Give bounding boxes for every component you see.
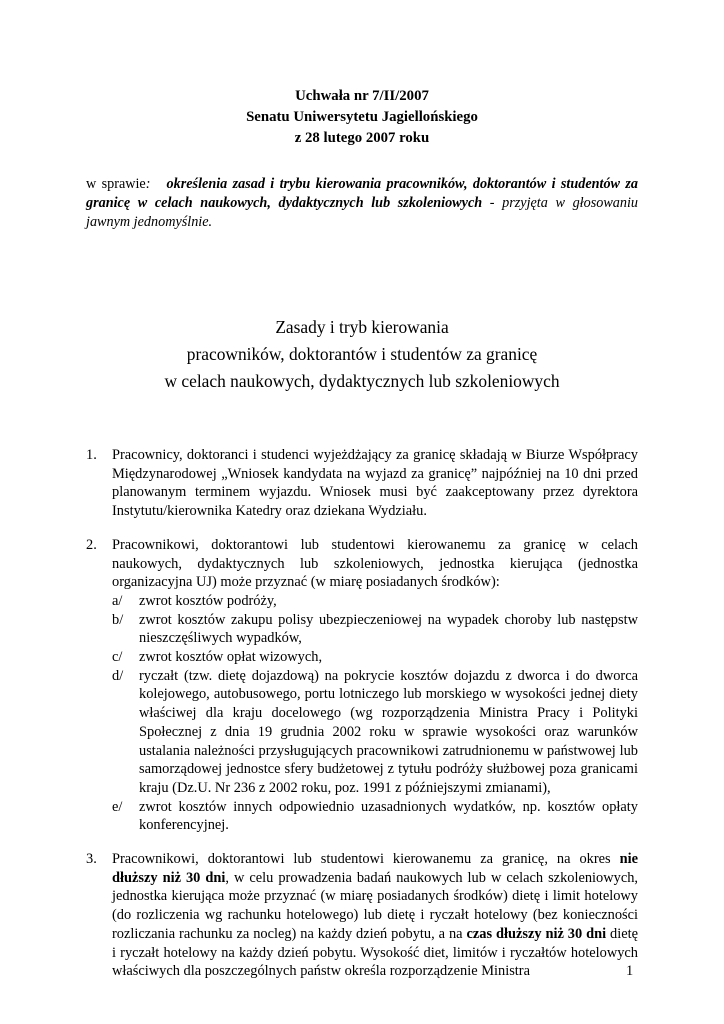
sub-item xyxy=(112,648,638,667)
item-text-part: , w celu prowadzenia badań naukowych lub w celach szkoleniowych, jednostka kierująca może przyznać (w miarę posiadanych środków) dietę i limit hotelowy (do rozliczenia wg rachunku hotelowego) lub dietę i ryczałt hotelowy (bez konieczności rozliczania rachunku za nocleg) na każdy dzień pobytu, a na xyxy=(112,869,639,942)
item-text-bold: czas dłuższy niż 30 dni xyxy=(466,925,607,942)
sub-item-letter: b/ xyxy=(112,611,124,628)
resolution-subject xyxy=(86,175,638,232)
sub-item-letter: a/ xyxy=(112,592,123,609)
sub-item xyxy=(112,667,638,798)
sub-item-letter: d/ xyxy=(112,667,124,684)
list-item xyxy=(86,446,638,521)
title-line-1: Zasady i tryb kierowania xyxy=(275,317,449,337)
resolution-header xyxy=(0,86,724,149)
sub-item-text: zwrot kosztów zakupu polisy ubezpieczeniowej na wypadek choroby lub następstw nieszczęśliwych wypadków, xyxy=(139,611,638,647)
item-text-part: Pracownikowi, doktorantowi lub studentowi kierowanemu za granicę, na okres xyxy=(112,851,620,868)
sub-item-text: zwrot kosztów podróży, xyxy=(139,592,277,609)
subject-bold-text: określenia zasad i trybu kierowania pracowników, doktorantów i studentów za granicę w celach naukowych, dydaktycznych lub szkoleniowych xyxy=(86,176,638,211)
sub-item-text: ryczałt (tzw. dietę dojazdową) na pokrycie kosztów dojazdu z dworca i do dworca kolejowego, autobusowego, portu lotniczego lub morskiego w wysokości jednej diety właściwej dla kraju docelowego (wg rozporządzenia Ministra Pracy i Polityki Społecznej z dnia 19 grudnia 2002 roku w sprawie wysokości oraz warunków ustalania należności przysługujących pracownikowi zatrudnionemu w państwowej lub samorządowej jednostce sfery budżetowej z tytułu podróży służbowej poza granicami kraju (Dz.U. Nr 236 z 2002 roku, poz. 1991 z późniejszymi zmianami), xyxy=(139,667,638,796)
sub-item-letter: c/ xyxy=(112,649,123,666)
list-item xyxy=(86,850,638,981)
resolution-issuer: Senatu Uniwersytetu Jagiellońskiego xyxy=(246,109,478,125)
item-text: Pracownicy, doktoranci i studenci wyjeżdżający za granicę składają w Biurze Współpracy Międzynarodowej „Wniosek kandydata na wyjazd za granicę” najpóźniej na 10 dni przed planowanym terminem wyjazdu. Wniosek musi być zaakceptowany przez dyrektora Instytutu/kierownika Katedry oraz dziekana Wydziału. xyxy=(112,447,638,520)
resolution-number: Uchwała nr 7/II/2007 xyxy=(295,88,429,104)
sub-item xyxy=(112,592,638,611)
list-item xyxy=(86,536,638,835)
item-text-part: dietę i ryczałt hotelowy na każdy dzień pobytu. Wysokość diet, limitów i ryczałtów hotelowych właściwych dla poszczególnych państw określa rozporządzenie Ministra xyxy=(112,925,638,980)
sub-item-letter: e/ xyxy=(112,798,123,815)
title-line-3: w celach naukowych, dydaktycznych lub szkoleniowych xyxy=(164,371,560,391)
subject-lead: w sprawie xyxy=(86,176,146,192)
item-number: 1. xyxy=(86,447,97,463)
document-title xyxy=(0,314,724,395)
sub-item xyxy=(112,798,638,835)
item-text xyxy=(112,850,638,981)
item-text-bold: nie dłuższy niż 30 dni xyxy=(112,851,638,886)
item-number: 2. xyxy=(86,536,97,553)
sub-item xyxy=(112,611,638,648)
rules-list xyxy=(86,446,638,981)
resolution-date: z 28 lutego 2007 roku xyxy=(294,130,430,146)
item-intro: Pracownikowi, doktorantowi lub studentowi kierowanemu za granicę w celach naukowych, dydaktycznych lub szkoleniowych, jednostka kierująca (jednostka organizacyjna UJ) może przyznać (w miarę posiadanych środków): xyxy=(112,536,638,591)
title-line-2: pracowników, doktorantów i studentów za granicę xyxy=(186,344,538,364)
item-number: 3. xyxy=(86,851,97,868)
sub-item-text: zwrot kosztów innych odpowiednio uzasadnionych wydatków, np. kosztów opłaty konferencyjnej. xyxy=(139,798,638,834)
subject-italic-text: - przyjęta w głosowaniu jawnym jednomyślnie. xyxy=(86,195,639,230)
sub-item-text: zwrot kosztów opłat wizowych, xyxy=(139,649,323,666)
subject-colon: : xyxy=(145,176,151,192)
page-number: 1 xyxy=(626,963,634,979)
